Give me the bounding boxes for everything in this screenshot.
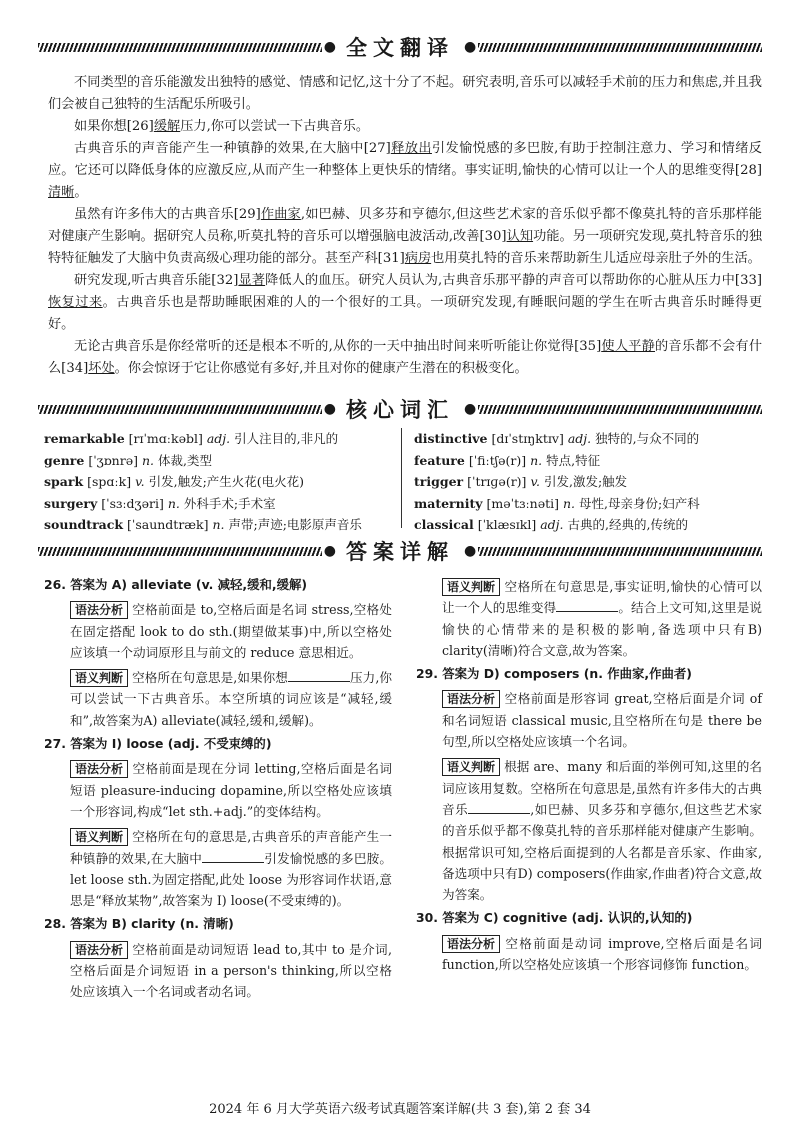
section-title: 核心词汇 <box>346 398 454 422</box>
vocab-item: genre [ˈʒɒnrə] n. 体裁,类型 <box>44 452 212 468</box>
vocab-item: distinctive [dɪˈstɪŋktɪv] adj. 独特的,与众不同的 <box>414 431 700 446</box>
analysis-block: 语义判断 根据 are、many 和后面的举例可知,这里的名词应该用复数。空格所在句意思是,虽然有许多伟大的古典音乐 ,如巴赫、贝多芬和亨德尔,但这些艺术家的音乐似乎都不像莫扎特的音乐那样能对健康产生影响。根据常识可知,空格后面提到的人名都是音乐家、作曲家,备选项中只有D) composers(作曲家,作曲者)符合文意,故为答案。 <box>442 759 762 903</box>
semantic-tag: 语义判断 <box>442 578 500 596</box>
answers-column-right <box>416 572 762 975</box>
semantic-tag: 语义判断 <box>442 758 500 776</box>
answers-column-left <box>44 572 392 1003</box>
paragraph: 研究发现,听古典音乐能[32]显著降低人的血压。研究人员认为,古典音乐那平静的声音可以帮助你的心脏从压力中[33]恢复过来。古典音乐也是帮助睡眠困难的人的一个很好的工具。一项研究发现,有睡眠问题的学生在听古典音乐时睡得更好。 <box>48 273 763 332</box>
vocab-list-right <box>414 428 764 536</box>
answer-heading: 30. 答案为 C) cognitive (adj. 认识的,认知的) <box>416 910 693 926</box>
page-footer: 2024 年 6 月大学英语六级考试真题答案详解(共 3 套),第 2 套 34 <box>209 1102 591 1117</box>
analysis-block: 语法分析 空格前面是动词 improve,空格后面是名词 function,所以空格处应该填一个形容词修饰 function。 <box>442 935 762 973</box>
semantic-tag: 语义判断 <box>70 828 128 846</box>
answer-heading: 27. 答案为 I) loose (adj. 不受束缚的) <box>44 736 272 752</box>
analysis-block: 语义判断 空格所在句的意思是,古典音乐的声音能产生一种镇静的效果,在大脑中 引发愉悦感的多巴胺。let loose sth.为固定搭配,此处 loose 为形容词作状语,意思是“释放某物”,故答案为 I) loose(不受束缚的)。 <box>70 829 392 909</box>
paragraph: 不同类型的音乐能激发出独特的感觉、情感和记忆,这十分了不起。研究表明,音乐可以减轻手术前的压力和焦虑,并且我们会被自己独特的生活配乐所吸引。 <box>48 75 762 112</box>
section-title: 答案详解 <box>346 540 454 564</box>
vocab-list-left <box>44 428 394 536</box>
translation-body <box>48 72 762 380</box>
vocab-item: maternity [məˈtɜːnəti] n. 母性,母亲身份;妇产科 <box>414 495 700 511</box>
analysis-block: 语法分析 空格前面是形容词 great,空格后面是介词 of 和名词短语 classical music,且空格所在句是 there be 句型,所以空格处应该填一个名词。 <box>442 691 762 750</box>
paragraph: 虽然有许多伟大的古典音乐[29]作曲家,如巴赫、贝多芬和亨德尔,但这些艺术家的音乐似乎都不像莫扎特的音乐那样能对健康产生影响。据研究人员称,听莫扎特的音乐可以增强脑电波活动,改善[30]认知功能。另一项研究发现,莫扎特音乐的独特特征触发了大脑中负责高级心理功能的部分。甚至产科[31]病房也用莫扎特的音乐来帮助新生儿适应母亲肚子外的生活。 <box>48 207 763 266</box>
grammar-tag: 语法分析 <box>442 690 500 708</box>
vocab-item: classical [ˈklæsɪkl] adj. 古典的,经典的,传统的 <box>414 517 688 532</box>
analysis-block: 语义判断 空格所在句意思是,事实证明,愉快的心情可以让一个人的思维变得 。结合上文可知,这里是说愉快的心情带来的是积极的影响,备选项中只有B) clarity(清晰)符合文意,故为答案。 <box>442 579 762 658</box>
section-header-translation: ● 全文翻译 ● <box>38 34 762 60</box>
section-title: 全文翻译 <box>346 36 454 60</box>
section-header-vocab: ● 核心词汇 ● <box>38 396 762 422</box>
vocab-item: soundtrack [ˈsaundtræk] n. 声带;声迹;电影原声音乐 <box>44 517 362 532</box>
paragraph: 古典音乐的声音能产生一种镇静的效果,在大脑中[27]释放出引发愉悦感的多巴胺,有助于控制注意力、学习和情绪反应。它还可以降低身体的应激反应,从而产生一种整体上更快乐的情绪。事实证明,愉快的心情可以让一个人的思维变得[28]清晰。 <box>48 141 762 200</box>
vocab-item: feature [ˈfiːtʃə(r)] n. 特点,特征 <box>414 452 601 468</box>
grammar-tag: 语法分析 <box>70 601 128 619</box>
vocab-item: remarkable [rɪˈmɑːkəbl] adj. 引人注目的,非凡的 <box>44 431 339 446</box>
analysis-block: 语义判断 空格所在句意思是,如果你想 压力,你可以尝试一下古典音乐。本空所填的词应该是“减轻,缓和”,故答案为A) alleviate(减轻,缓和,缓解)。 <box>70 670 392 728</box>
semantic-tag: 语义判断 <box>70 669 128 687</box>
vocab-item: surgery [ˈsɜːdʒəri] n. 外科手术;手术室 <box>44 495 276 511</box>
vocab-item: spark [spɑːk] v. 引发,触发;产生火花(电火花) <box>44 474 305 489</box>
paragraph: 无论古典音乐是你经常听的还是根本不听的,从你的一天中抽出时间来听听能让你觉得[35]使人平静的音乐都不会有什么[34]坏处。你会惊讶于它让你感觉有多好,并且对你的健康产生潜在的积极变化。 <box>48 339 763 376</box>
paragraph: 如果你想[26]缓解压力,你可以尝试一下古典音乐。 <box>74 119 370 134</box>
grammar-tag: 语法分析 <box>442 935 500 953</box>
vocab-divider <box>401 428 402 528</box>
analysis-block: 语法分析 空格前面是动词短语 lead to,其中 to 是介词,空格后面是介词短语 in a person's thinking,所以空格处应该填入一个名词或者动名词。 <box>70 941 392 1000</box>
analysis-block: 语法分析 空格前面是 to,空格后面是名词 stress,空格处在固定搭配 look to do sth.(期望做某事)中,所以空格处应该填一个动词原形且与前文的 reduce 意思相近。 <box>70 602 392 660</box>
analysis-block: 语法分析 空格前面是现在分词 letting,空格后面是名词短语 pleasure-inducing dopamine,所以空格处应该填一个形容词,构成“let sth.+adj.”的变体结构。 <box>70 761 392 819</box>
vocab-item: trigger [ˈtrɪɡə(r)] v. 引发,激发;触发 <box>414 474 628 489</box>
section-header-answers: ● 答案详解 ● <box>38 538 762 564</box>
answer-heading: 28. 答案为 B) clarity (n. 清晰) <box>44 916 234 932</box>
answer-heading: 29. 答案为 D) composers (n. 作曲家,作曲者) <box>416 666 692 682</box>
grammar-tag: 语法分析 <box>70 760 128 778</box>
answer-heading: 26. 答案为 A) alleviate (v. 减轻,缓和,缓解) <box>44 577 308 592</box>
grammar-tag: 语法分析 <box>70 941 128 959</box>
